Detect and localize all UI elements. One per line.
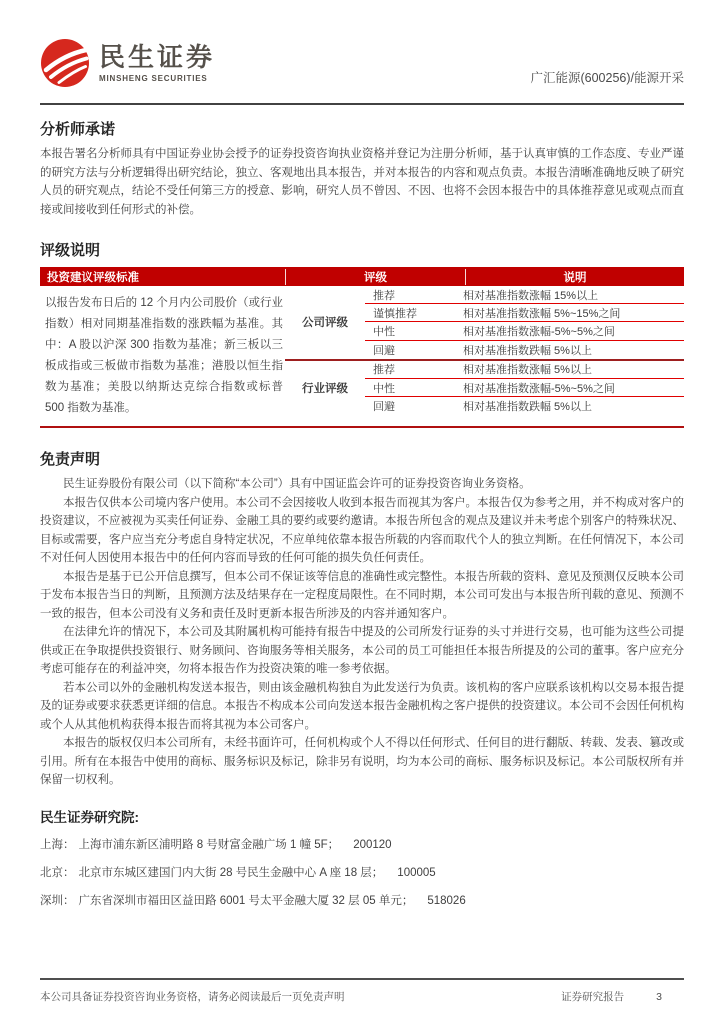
disclaimer-body xyxy=(40,475,684,790)
report-subject-tag: 广汇能源(600256)/能源开采 xyxy=(530,71,684,85)
office-postcode: 100005 xyxy=(397,866,436,879)
office-city: 深圳 xyxy=(40,894,63,907)
disclaimer-paragraph: 若本公司以外的金融机构发送本报告，则由该金融机构独自为此发送行为负责。该机构的客户应联系该机构以交易本报告提及的证券或要求获悉更详细的信息。本报告不构成本公司向发送本报告金融机构之客户提供的投资建议。本公司不会因任何机构或个人从其他机构获得本报告而将其视为本公司客户。 xyxy=(40,681,684,731)
disclaimer-title: 免责声明 xyxy=(40,451,101,468)
industry-rating-rows xyxy=(365,361,684,416)
table-row xyxy=(365,304,684,322)
rating-table-body xyxy=(40,286,684,426)
col-header-description: 说明 xyxy=(465,269,684,285)
rating-name: 推荐 xyxy=(373,364,395,377)
minsheng-logo-icon xyxy=(40,38,90,88)
office-colon: ： xyxy=(63,838,75,851)
office-list xyxy=(40,831,684,915)
table-row xyxy=(365,397,684,415)
rating-name: 中性 xyxy=(373,382,395,395)
logo-text xyxy=(99,43,215,83)
office-postcode: 518026 xyxy=(427,894,466,907)
col-header-standard: 投资建议评级标准 xyxy=(47,271,139,284)
minsheng-logo xyxy=(40,38,215,88)
rating-desc: 相对基准指数涨幅 5%以上 xyxy=(463,364,592,377)
table-row xyxy=(365,361,684,379)
rating-table xyxy=(40,267,684,428)
disclaimer-paragraph: 本报告是基于已公开信息撰写，但本公司不保证该等信息的准确性或完整性。本报告所载的资料、意见及预测仅反映本公司于发布本报告当日的判断，且预测方法及结果存在一定程度局限性。在不同时期，本公司可发出与本报告所刊载的意见、预测不一致的报告，但本公司没有义务和责任及时更新本报告所涉及的内容并通知客户。 xyxy=(40,570,684,620)
rating-desc: 相对基准指数涨幅 15%以上 xyxy=(463,289,599,302)
analyst-commitment-title: 分析师承诺 xyxy=(40,121,116,138)
rating-desc: 相对基准指数跌幅 5%以上 xyxy=(463,401,592,414)
page-footer xyxy=(40,978,684,1004)
rating-name: 推荐 xyxy=(373,289,395,302)
table-row xyxy=(365,322,684,340)
company-rating-group xyxy=(285,286,684,361)
footer-right xyxy=(561,989,684,1004)
rating-name: 回避 xyxy=(373,344,395,357)
rating-desc: 相对基准指数跌幅 5%以上 xyxy=(463,344,592,357)
table-row xyxy=(365,341,684,359)
logo-name-en: MINSHENG SECURITIES xyxy=(99,73,208,83)
logo-name-cn: 民生证券 xyxy=(99,42,216,73)
office-shanghai xyxy=(40,831,684,859)
industry-rating-label: 行业评级 xyxy=(302,383,348,396)
office-colon: ： xyxy=(63,894,75,907)
office-postcode: 200120 xyxy=(353,838,392,851)
industry-rating-group xyxy=(285,361,684,416)
office-beijing xyxy=(40,859,684,887)
rating-explanation-title: 评级说明 xyxy=(40,242,101,259)
footer-page-number: 3 xyxy=(656,990,662,1003)
rating-desc: 相对基准指数涨幅-5%~5%之间 xyxy=(463,325,615,338)
office-shenzhen xyxy=(40,887,684,915)
table-row xyxy=(365,286,684,304)
disclaimer-paragraph: 本报告的版权仅归本公司所有，未经书面许可，任何机构或个人不得以任何形式、任何目的进行翻版、转载、发表、篡改或引用。所有在本报告中使用的商标、服务标识及标记，除非另有说明，均为本公司的商标、服务标识及标记。本公司版权所有并保留一切权利。 xyxy=(40,737,684,786)
header-divider xyxy=(40,103,684,105)
company-rating-label: 公司评级 xyxy=(302,317,348,330)
office-city: 北京 xyxy=(40,866,63,879)
research-institute-title: 民生证券研究院: xyxy=(40,809,139,825)
col-header-rating: 评级 xyxy=(285,269,465,285)
rating-standard-text: 以报告发布日后的 12 个月内公司股价（或行业指数）相对同期基准指数的涨跌幅为基准。其中：A 股以沪深 300 指数为基准；新三板以三板成指或三板做市指数为基准；港股以恒生指数为基准；美股以纳斯达克综合指数或标普 500 指数为基准。 xyxy=(45,297,283,414)
company-rating-rows xyxy=(365,286,684,359)
office-address: 北京市东城区建国门内大街 28 号民生金融中心 A 座 18 层； xyxy=(78,866,384,879)
footer-doc-type: 证券研究报告 xyxy=(561,991,625,1003)
rating-name: 谨慎推荐 xyxy=(373,307,417,320)
table-row xyxy=(365,379,684,397)
disclaimer-paragraph: 在法律允许的情况下，本公司及其附属机构可能持有报告中提及的公司所发行证券的头寸并进行交易，也可能为这些公司提供或正在争取提供投资银行、财务顾问、咨询服务等相关服务，本公司的员工可能担任本报告所提及的公司的董事。客户应充分考虑可能存在的利益冲突，勿将本报告作为投资决策的唯一参考依据。 xyxy=(40,626,684,675)
disclaimer-paragraph: 民生证券股份有限公司（以下简称“本公司”）具有中国证监会许可的证券投资咨询业务资格。 xyxy=(63,478,531,490)
rating-desc: 相对基准指数涨幅 5%~15%之间 xyxy=(463,307,621,320)
rating-name: 回避 xyxy=(373,401,395,414)
office-address: 上海市浦东新区浦明路 8 号财富金融广场 1 幢 5F； xyxy=(78,838,340,851)
office-colon: ： xyxy=(63,866,75,879)
rating-groups xyxy=(285,286,684,426)
page-header xyxy=(40,0,684,88)
footer-disclaimer-note: 本公司具备证券投资咨询业务资格，请务必阅读最后一页免责声明 xyxy=(40,991,345,1003)
rating-desc: 相对基准指数涨幅-5%~5%之间 xyxy=(463,382,615,395)
analyst-commitment-body: 本报告署名分析师具有中国证券业协会授予的证券投资咨询执业资格并登记为注册分析师，基于认真审慎的工作态度、专业严谨的研究方法与分析逻辑得出研究结论，独立、客观地出具本报告，并对本报告的内容和观点负责。本报告清晰准确地反映了研究人员的研究观点，结论不受任何第三方的授意、影响，研究人员不曾因、不因、也将不会因本报告中的具体推荐意见或观点而直接或间接收到任何形式的补偿。 xyxy=(40,148,684,216)
office-city: 上海 xyxy=(40,838,63,851)
rating-name: 中性 xyxy=(373,325,395,338)
rating-table-header xyxy=(40,267,684,286)
office-address: 广东省深圳市福田区益田路 6001 号太平金融大厦 32 层 05 单元； xyxy=(78,894,414,907)
disclaimer-paragraph: 本报告仅供本公司境内客户使用。本公司不会因接收人收到本报告而视其为客户。本报告仅为参考之用，并不构成对客户的投资建议，不应被视为买卖任何证券、金融工具的要约或要约邀请。本报告所包含的观点及建议并未考虑个别客户的特殊状况、目标或需要，客户应当充分考虑自身特定状况，不应单纯依靠本报告所载的内容而取代个人的独立判断。在任何情况下，本公司不对任何人因使用本报告中的任何内容而导致的任何可能的损失负任何责任。 xyxy=(40,496,684,564)
